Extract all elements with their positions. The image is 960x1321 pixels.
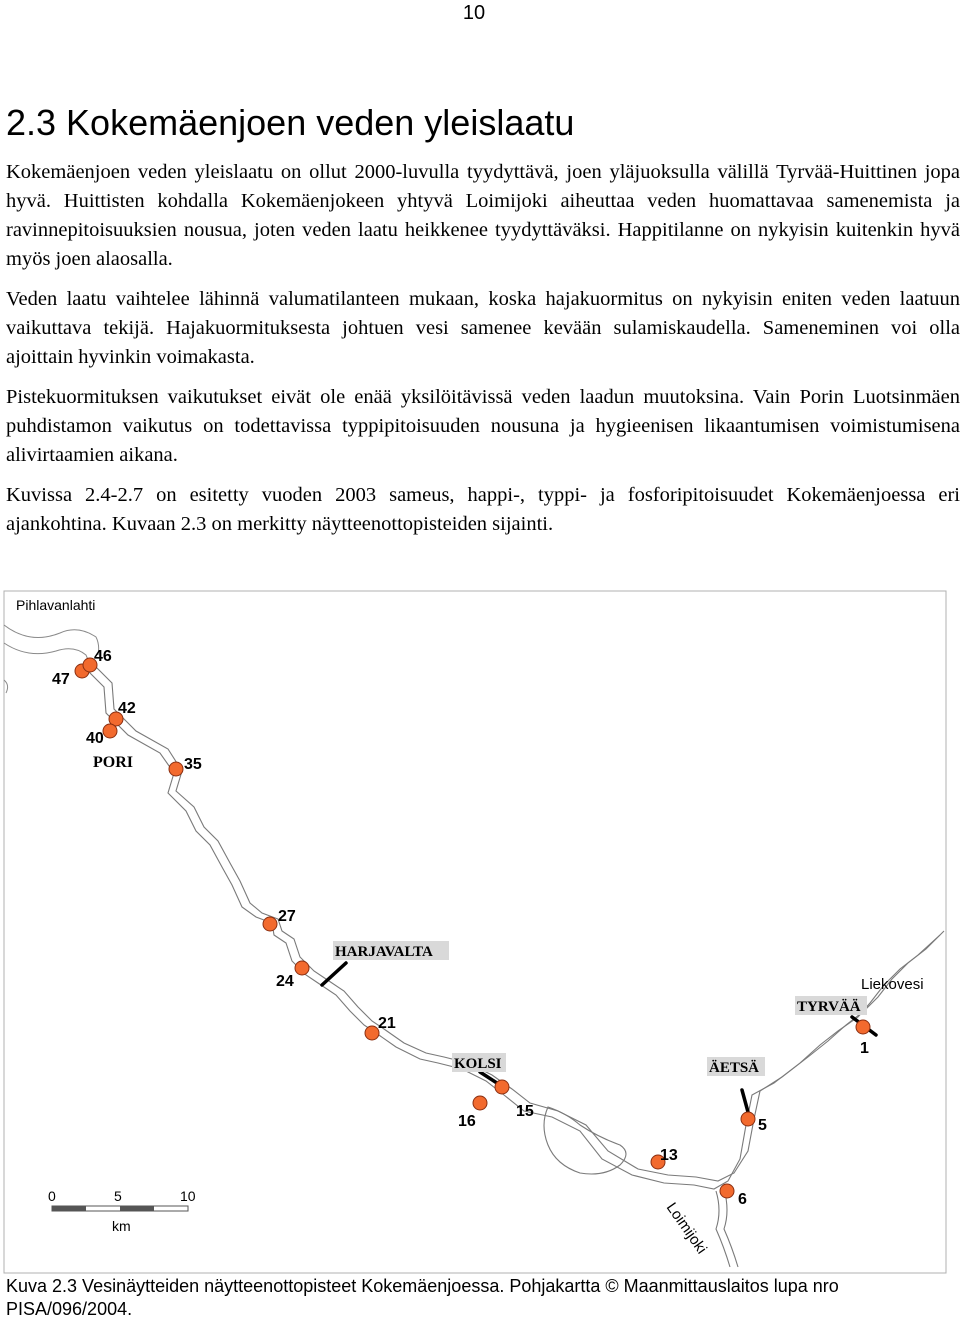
place-kolsi: KOLSI bbox=[454, 1056, 502, 1072]
page-number: 10 bbox=[462, 2, 486, 24]
station-15-marker bbox=[495, 1080, 509, 1094]
station-5-label: 5 bbox=[758, 1117, 767, 1134]
station-1-marker bbox=[856, 1020, 870, 1034]
place-pori: PORI bbox=[93, 754, 133, 771]
scale-tick-10: 10 bbox=[180, 1188, 196, 1204]
place-harjavalta: HARJAVALTA bbox=[335, 944, 433, 960]
station-21-marker bbox=[365, 1026, 379, 1040]
section-title: 2.3 Kokemäenjoen veden yleislaatu bbox=[6, 102, 575, 143]
scale-unit: km bbox=[112, 1218, 131, 1234]
station-6-label: 6 bbox=[738, 1191, 747, 1208]
paragraph: Veden laatu vaihtelee lähinnä valumatilanteen mukaan, koska hajakuormitus on nykyisin eniten veden laatuun vaikuttava tekijä. Hajakuormituksesta johtuen vesi samenee kevään sulamiskaudella. Sameneminen voi olla ajoittain hyvinkin voimakasta. bbox=[6, 288, 960, 368]
station-46-label: 46 bbox=[94, 648, 112, 665]
station-42-label: 42 bbox=[118, 700, 136, 717]
station-16-marker bbox=[473, 1096, 487, 1110]
place-loimijoki: Loimijoki bbox=[662, 1199, 711, 1258]
station-35-marker bbox=[169, 762, 183, 776]
station-21-label: 21 bbox=[378, 1015, 396, 1032]
station-1-label: 1 bbox=[860, 1040, 869, 1057]
station-5-marker bbox=[741, 1112, 755, 1126]
paragraph: Kuvissa 2.4-2.7 on esitetty vuoden 2003 sameus, happi-, typpi- ja fosforipitoisuudet Kokemäenjoessa eri ajankohtina. Kuvaan 2.3 on merkitty näytteenottopisteiden sijainti. bbox=[6, 484, 960, 535]
station-24-label: 24 bbox=[276, 973, 294, 990]
place-tyrvaa: TYRVÄÄ bbox=[797, 999, 861, 1015]
map-canvas bbox=[0, 585, 960, 1275]
station-27-label: 27 bbox=[278, 908, 296, 925]
station-16-label: 16 bbox=[458, 1113, 476, 1130]
sampling-map bbox=[0, 585, 960, 1275]
station-40-marker bbox=[103, 724, 117, 738]
scale-tick-5: 5 bbox=[114, 1188, 122, 1204]
station-27-marker bbox=[263, 917, 277, 931]
station-24-marker bbox=[295, 961, 309, 975]
place-aetsa: ÄETSÄ bbox=[709, 1060, 760, 1076]
station-6-marker bbox=[720, 1184, 734, 1198]
place-liekovesi: Liekovesi bbox=[861, 976, 924, 993]
map-frame bbox=[4, 591, 946, 1273]
scale-tick-0: 0 bbox=[48, 1188, 56, 1204]
station-15-label: 15 bbox=[516, 1103, 534, 1120]
paragraph: Pistekuormituksen vaikutukset eivät ole enää yksilöitävissä veden laadun muutoksina. Vain Porin Luotsinmäen puhdistamon vaikutus on todettavissa typpipitoisuuden nousuna ja hygieenisen likaantumisen voimistumisena alivirtaamien aikana. bbox=[6, 386, 960, 466]
figure-caption: Kuva 2.3 Vesinäytteiden näytteenottopisteet Kokemäenjoessa. Pohjakartta © Maanmittauslaitos lupa nro PISA/096/2004. bbox=[6, 1276, 839, 1319]
station-40-label: 40 bbox=[86, 730, 104, 747]
station-13-label: 13 bbox=[660, 1147, 678, 1164]
body-text bbox=[6, 158, 960, 550]
station-35-label: 35 bbox=[184, 756, 202, 773]
place-pihlavanlahti: Pihlavanlahti bbox=[16, 597, 96, 613]
paragraph: Kokemäenjoen veden yleislaatu on ollut 2000-luvulla tyydyttävä, joen yläjuoksulla välillä Tyrvää-Huittinen jopa hyvä. Huittisten kohdalla Kokemäenjokeen yhtyvä Loimijoki aiheuttaa veden huomattavaa samenemista ja ravinnepitoisuuksien nousua, joten veden laatu heikkenee tyydyttäväksi. Happitilanne on nykyisin kuitenkin hyvä myös joen alaosalla. bbox=[6, 161, 960, 270]
station-47-label: 47 bbox=[52, 671, 70, 688]
